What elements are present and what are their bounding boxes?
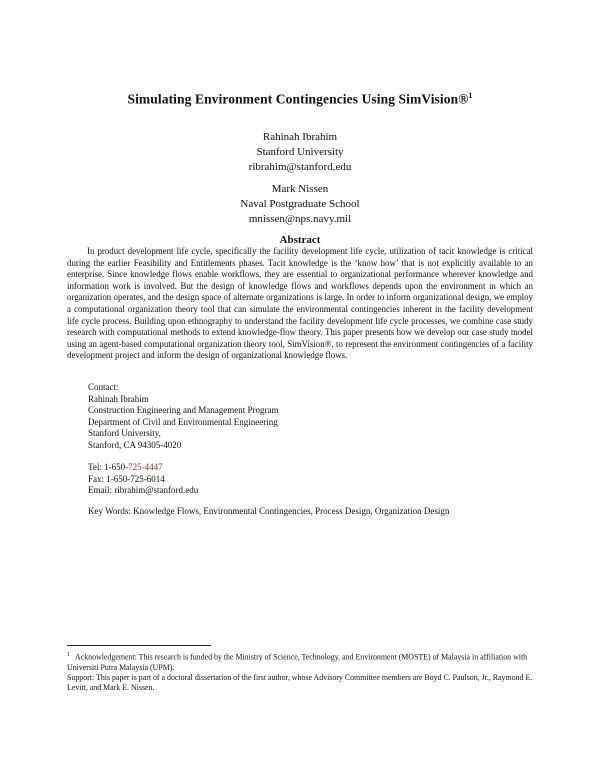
contact-program: Construction Engineering and Management Program — [88, 405, 279, 415]
footnote-divider — [67, 645, 211, 646]
footnote-mark: 1 — [67, 652, 70, 658]
footnote-acknowledgement-text: Acknowledgement: This research is funded by the Ministry of Science, Technology, and Environment (MOSTE) of Malaysia in affiliation with Universiti Putra Malaysia (UPM). — [67, 652, 528, 672]
contact-name: Rahinah Ibrahim — [88, 393, 149, 404]
title-footnote-mark: 1 — [468, 91, 473, 100]
contact-tel-label: Tel: 1-650- — [88, 462, 129, 472]
contact-label: Contact: — [88, 382, 119, 392]
keywords: Key Words: Knowledge Flows, Environmental Contingencies, Process Design, Organization Design — [88, 506, 450, 516]
contact-fax: Fax: 1-650-725-6014 — [88, 473, 165, 484]
contact-city: Stanford, CA 94305-4020 — [88, 439, 182, 450]
footnotes — [67, 650, 537, 693]
author-email: mnissen@nps.navy.mil — [248, 213, 352, 225]
author-block — [0, 130, 600, 175]
contact-tel-number[interactable]: 725-4447 — [128, 462, 163, 472]
contact-spacer — [88, 451, 278, 462]
footnote-support: Support: This paper is part of a doctoral dissertation of the first author, whose Advisory Committee members are Boyd C. Paulson, Jr., Raymond E. Levitt, and Mark E. Nissen. — [67, 673, 533, 693]
contact-university: Stanford University, — [88, 428, 161, 438]
contact-tel — [88, 462, 278, 474]
author-name: Rahinah Ibrahim — [262, 131, 338, 143]
author-name: Mark Nissen — [271, 183, 329, 195]
abstract-body: In product development life cycle, specifically the facility development life cycle, utilization of tacit knowledge is critical during the earlier Feasibility and Entitlements phases. Tacit knowledge is the ‘know how’ that is not explicitly available to an enterprise. Since knowledge flows enable workflows, they are essential to organizational performance wherever knowledge and information work is involved. But the design of knowledge flows and workflows depends upon the environment in which an organization operates, and the design space of alternate organizations is large. In order to inform organizational design, we employ a computational organization theory tool that can simulate the environmental contingencies inherent in the facility development life cycle process. Building upon ethnography to understand the facility development life cycle processes, we combine case study research with computational methods to extend knowledge-flow theory. This paper presents how we develop our case study model using an agent-based computational organization theory tool, SimVision®, to represent the environment contingencies of a facility development project and inform the design of organizational knowledge flows. — [67, 246, 533, 361]
author-block — [0, 182, 600, 227]
author-affiliation: Naval Postgraduate School — [240, 198, 360, 210]
abstract-heading: Abstract — [279, 234, 321, 246]
footnote-acknowledgement — [67, 650, 537, 673]
author-email: ribrahim@stanford.edu — [248, 161, 352, 173]
contact-email: Email: ribrahim@stanford.edu — [88, 485, 199, 495]
author-affiliation: Stanford University — [256, 146, 344, 158]
contact-department: Department of Civil and Environmental Engineering — [88, 416, 278, 427]
paper-title-text: Simulating Environment Contingencies Using SimVision® — [127, 91, 469, 107]
contact-block — [88, 382, 278, 497]
paper-title — [0, 91, 600, 108]
